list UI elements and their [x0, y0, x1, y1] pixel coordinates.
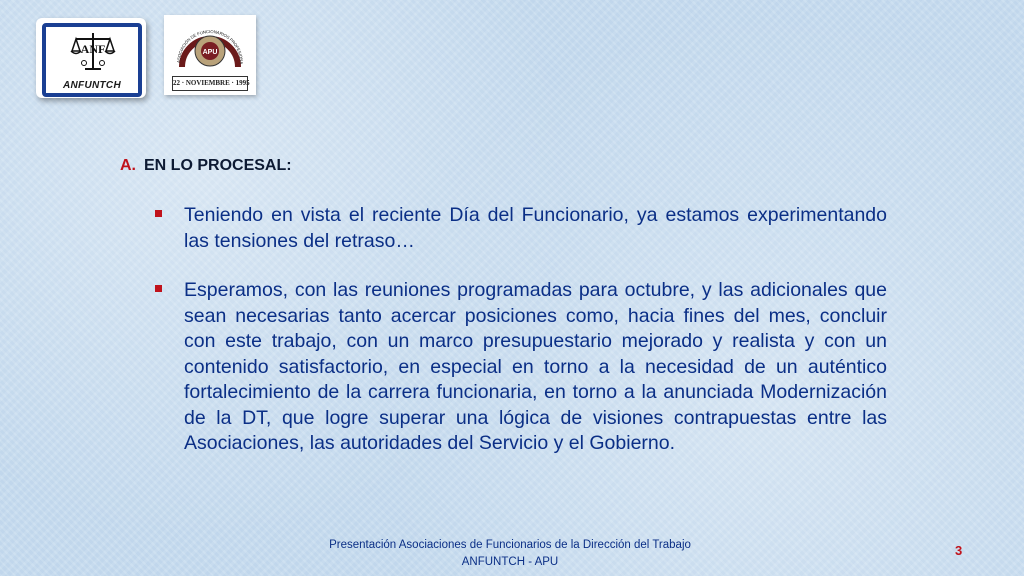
apu-center-text: APU: [202, 49, 218, 56]
page-number: 3: [955, 543, 963, 558]
footer-line2: ANFUNTCH - APU: [461, 556, 559, 568]
section-title: EN LO PROCESAL:: [144, 157, 292, 174]
section-heading: [120, 157, 292, 175]
section-letter: A.: [120, 157, 136, 174]
apu-arc-text: ASOCIACIÓN DE FUNCIONARIOS PROFESIONA: [175, 28, 245, 65]
footer-line1: Presentación Asociaciones de Funcionarios de la Dirección del Trabajo: [329, 539, 691, 551]
apu-logo: [164, 15, 256, 95]
svg-text:ANF: ANF: [80, 42, 106, 56]
square-bullet-icon: [155, 210, 162, 217]
anfuntch-label: ANFUNTCH: [63, 80, 121, 91]
scales-of-justice-icon: [70, 29, 116, 75]
bullet-text: Esperamos, con las reuniones programadas para octubre, y las adicionales que sean necesarias tanto acercar posiciones como, hacia fines del mes, concluir con este trabajo, con un marco presupuestario mejorado y realista y con un contenido satisfactorio, en especial en torno a la necesidad de un auténtico fortalecimiento de la carrera funcionaria, en torno a la anunciada Modernización de la DT, que logre superar una lógica de visiones contrapuestas entre las Asociaciones, las autoridades del Servicio y el Gobierno.: [184, 279, 887, 454]
bullet-text: Teniendo en vista el reciente Día del Funcionario, ya estamos experimentando las tensiones del retraso…: [184, 204, 887, 252]
footer: [300, 537, 720, 571]
bullet-item: [155, 278, 887, 457]
anfuntch-logo: [36, 18, 146, 98]
square-bullet-icon: [155, 285, 162, 292]
apu-date: 22 · NOVIEMBRE · 1995: [172, 76, 248, 91]
apu-emblem-icon: [168, 17, 252, 79]
bullet-item: [155, 203, 887, 254]
bullet-list: [155, 203, 887, 481]
